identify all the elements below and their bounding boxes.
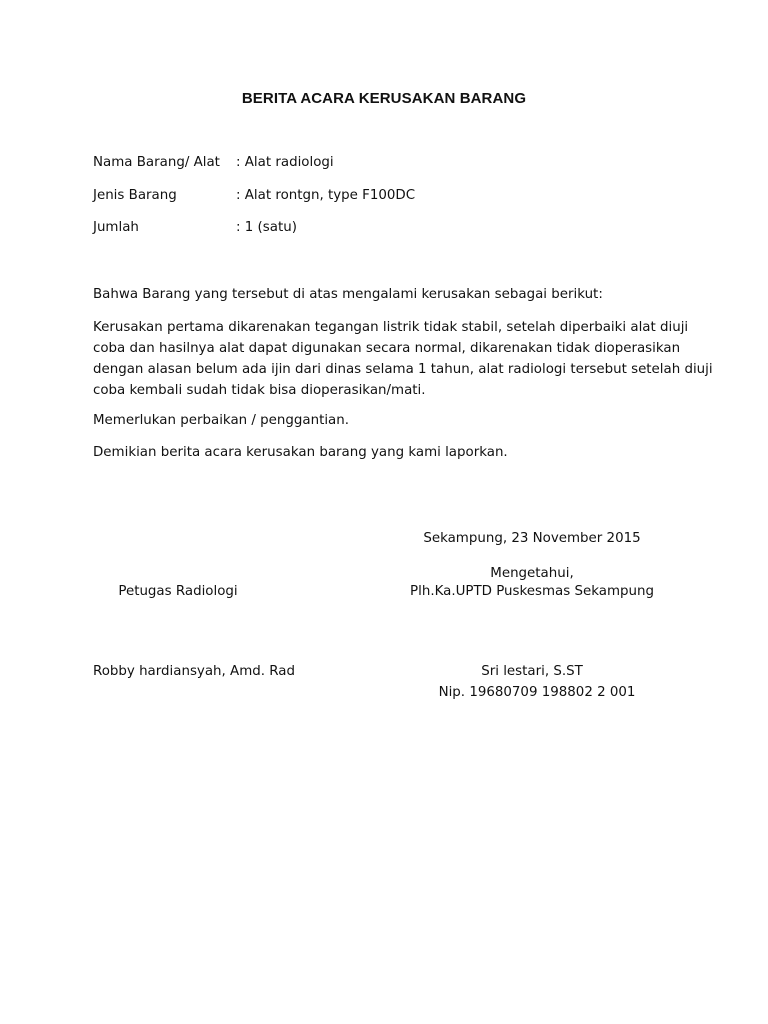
acknowledge-label: Mengetahui,: [490, 566, 574, 581]
description-paragraph: [93, 317, 713, 401]
field-label-jumlah: Jumlah: [93, 220, 139, 235]
right-signatory-name: Sri lestari, S.ST: [481, 664, 583, 679]
description-line: coba kembali sudah tidak bisa dioperasikan/mati.: [93, 383, 426, 398]
left-signatory-role: Petugas Radiologi: [118, 584, 238, 599]
field-value-nama-barang: : Alat radiologi: [236, 155, 334, 170]
left-signatory-name: Robby hardiansyah, Amd. Rad: [93, 664, 295, 679]
right-signatory-nip: Nip. 19680709 198802 2 001: [438, 685, 636, 700]
intro-paragraph: Bahwa Barang yang tersebut di atas mengalami kerusakan sebagai berikut:: [93, 287, 603, 302]
field-value-jenis-barang: : Alat rontgn, type F100DC: [236, 188, 416, 203]
closing-paragraph: Demikian berita acara kerusakan barang yang kami laporkan.: [93, 445, 508, 460]
description-line: Kerusakan pertama dikarenakan tegangan listrik tidak stabil, setelah diperbaiki alat diuji: [93, 320, 689, 335]
field-label-nama-barang: Nama Barang/ Alat: [93, 155, 220, 170]
right-signatory-role: Plh.Ka.UPTD Puskesmas Sekampung: [410, 584, 654, 599]
place-date: Sekampung, 23 November 2015: [423, 531, 641, 546]
description-line: coba dan hasilnya alat dapat digunakan secara normal, dikarenakan tidak dioperasikan: [93, 341, 681, 356]
field-value-jumlah: : 1 (satu): [236, 220, 297, 235]
field-label-jenis-barang: Jenis Barang: [93, 188, 177, 203]
document-title: BERITA ACARA KERUSAKAN BARANG: [241, 90, 527, 107]
description-line: dengan alasan belum ada ijin dari dinas selama 1 tahun, alat radiologi tersebut setelah diuji: [93, 362, 713, 377]
need-paragraph: Memerlukan perbaikan / penggantian.: [93, 413, 349, 428]
